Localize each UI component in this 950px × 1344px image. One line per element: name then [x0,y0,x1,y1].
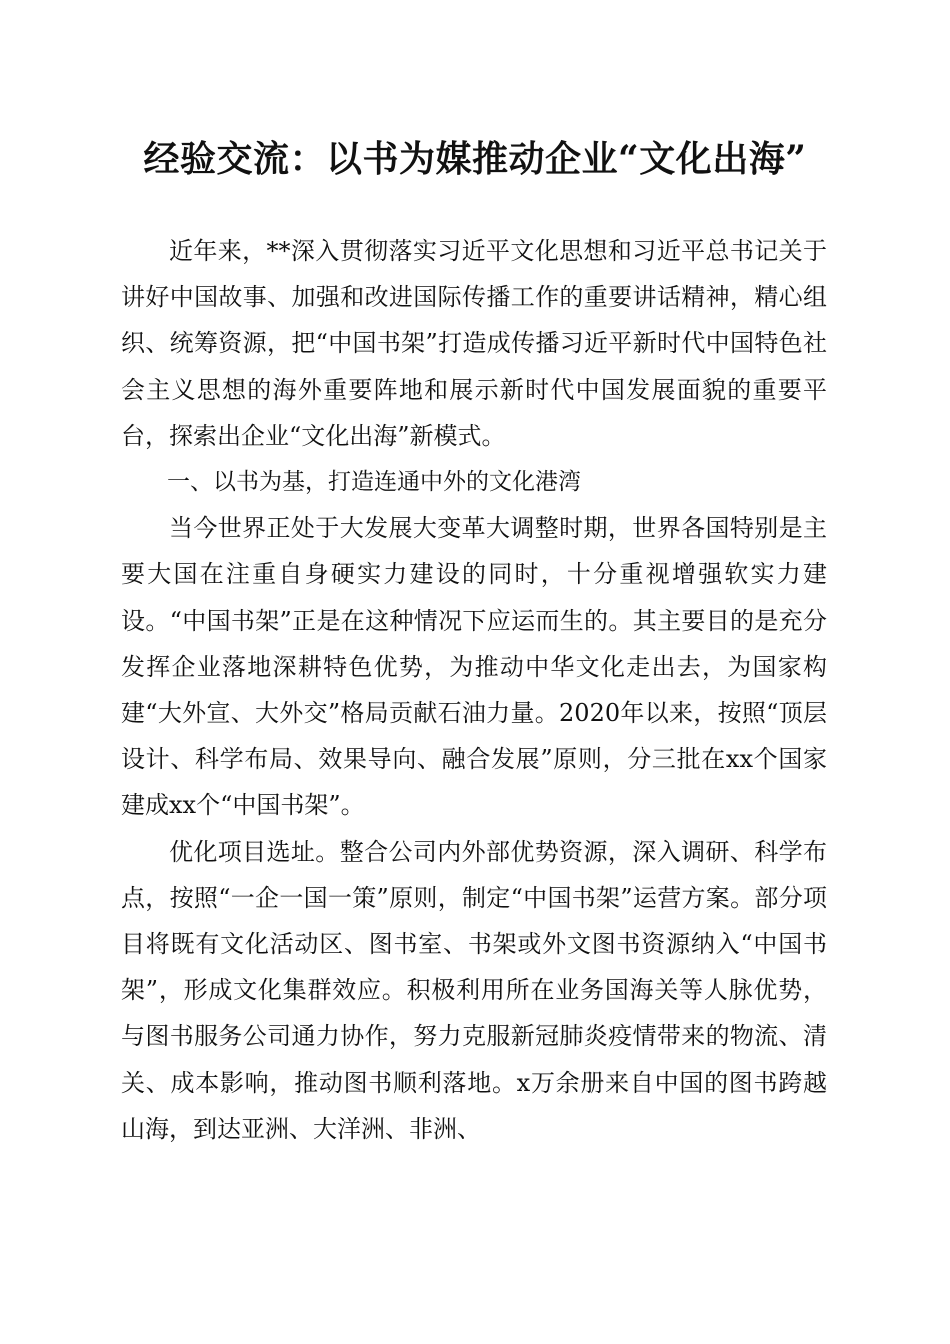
document-title: 经验交流：以书为媒推动企业“文化出海” [143,138,807,180]
document-body [121,228,827,1152]
section-heading-1: 一、以书为基，打造连通中外的文化港湾 [167,469,581,496]
paragraph-intro: 近年来，**深入贯彻落实习近平文化思想和习近平总书记关于讲好中国故事、加强和改进国际传播工作的重要讲话精神，精心组织、统筹资源，把“中国书架”打造成传播习近平新时代中国特色社会主义思想的海外重要阵地和展示新时代中国发展面貌的重要平台，探索出企业“文化出海”新模式。 [121,237,827,450]
paragraph-site-selection: 优化项目选址。整合公司内外部优势资源，深入调研、科学布点，按照“一企一国一策”原则，制定“中国书架”运营方案。部分项目将既有文化活动区、图书室、书架或外文图书资源纳入“中国书架”，形成文化集群效应。积极利用所在业务国海关等人脉优势，与图书服务公司通力协作，努力克服新冠肺炎疫情带来的物流、清关、成本影响，推动图书顺利落地。x万余册来自中国的图书跨越山海，到达亚洲、大洋洲、非洲、 [121,837,827,1143]
paragraph-background: 当今世界正处于大发展大变革大调整时期，世界各国特别是主要大国在注重自身硬实力建设的同时，十分重视增强软实力建设。“中国书架”正是在这种情况下应运而生的。其主要目的是充分发挥企业落地深耕特色优势，为推动中华文化走出去，为国家构建“大外宣、大外交”格局贡献石油力量。2020年以来，按照“顶层设计、科学布局、效果导向、融合发展”原则，分三批在xx个国家建成xx个“中国书架”。 [121,514,827,820]
